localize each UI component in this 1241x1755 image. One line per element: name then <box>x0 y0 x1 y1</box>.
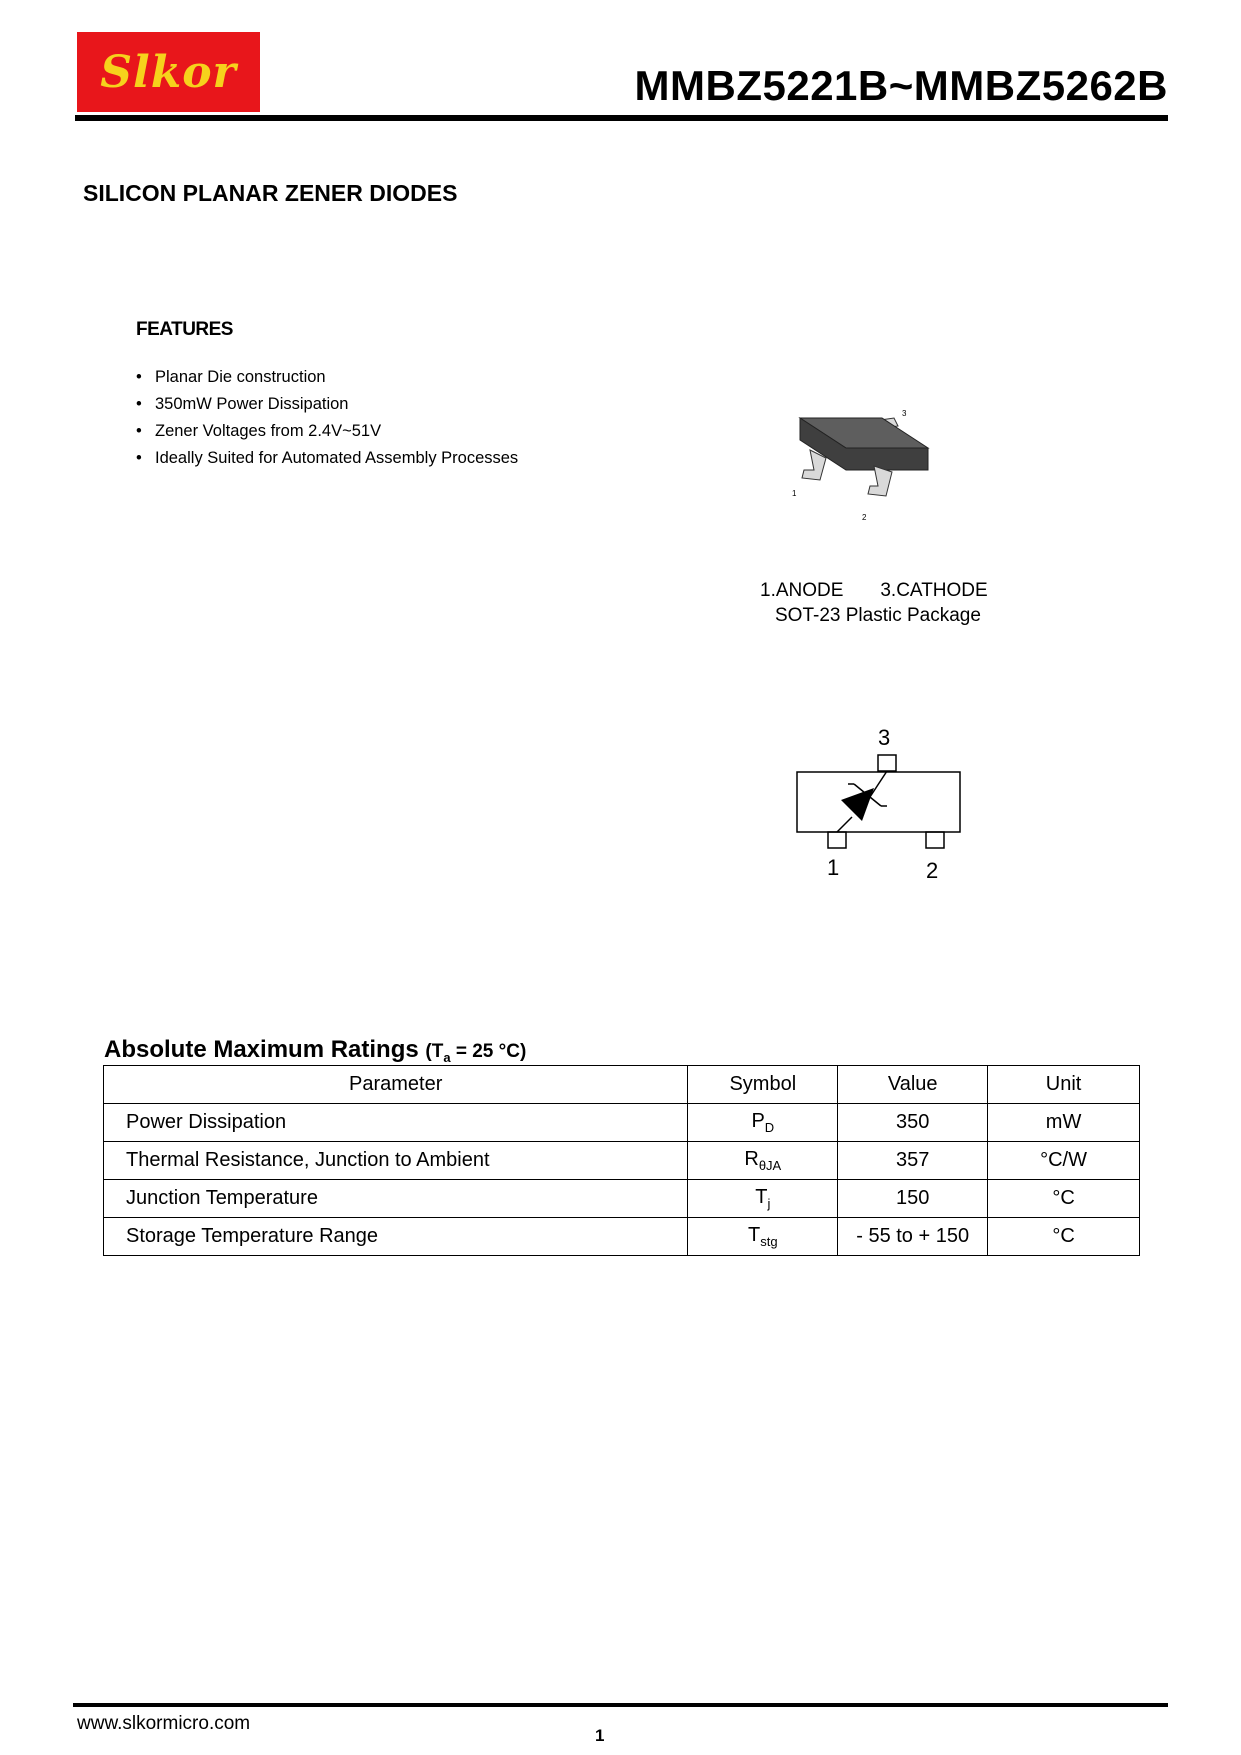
unit-cell: °C <box>988 1180 1140 1218</box>
value-cell: - 55 to + 150 <box>838 1218 988 1256</box>
feature-item: • 350mW Power Dissipation <box>136 395 349 413</box>
features-heading: FEATURES <box>136 319 233 340</box>
page-number: 1 <box>595 1726 605 1745</box>
brand-logo-text: Slkor <box>100 46 237 98</box>
diode-triangle <box>841 788 874 821</box>
value-cell: 357 <box>838 1142 988 1180</box>
pkg-pin-label: 1 <box>792 489 797 498</box>
part-number-title: MMBZ5221B~MMBZ5262B <box>634 62 1168 109</box>
package-outline <box>797 772 960 832</box>
column-header: Parameter <box>104 1066 688 1104</box>
parameter-cell: Thermal Resistance, Junction to Ambient <box>104 1142 688 1180</box>
feature-item: • Planar Die construction <box>136 368 326 386</box>
column-header: Unit <box>988 1066 1140 1104</box>
zener-schematic <box>780 720 1000 895</box>
feature-item: • Zener Voltages from 2.4V~51V <box>136 422 382 440</box>
table-row <box>104 1104 1140 1142</box>
column-header: Symbol <box>688 1066 838 1104</box>
table-row <box>104 1142 1140 1180</box>
brand-logo <box>77 32 260 112</box>
table-header-row <box>104 1066 1140 1104</box>
parameter-cell: Storage Temperature Range <box>104 1218 688 1256</box>
pkg-pin-label: 3 <box>902 409 907 418</box>
footer-divider <box>73 1703 1168 1707</box>
pin-2-pad <box>926 832 944 848</box>
column-header: Value <box>838 1066 988 1104</box>
schematic-pin-label: 2 <box>926 858 939 883</box>
symbol-cell: $T_{stg}$ <box>688 1218 838 1256</box>
features-list <box>136 364 518 472</box>
package-name: SOT-23 Plastic Package <box>775 605 981 626</box>
table-row <box>104 1218 1140 1256</box>
schematic-pin-label: 1 <box>827 855 840 880</box>
symbol-cell: $R_{\theta JA}$ <box>688 1142 838 1180</box>
unit-cell: °C/W <box>988 1142 1140 1180</box>
footer-website-link[interactable]: www.slkormicro.com <box>77 1713 251 1734</box>
ratings-title: Absolute Maximum Ratings ($T_a = 25$ °C) <box>104 1036 527 1065</box>
value-cell: 350 <box>838 1104 988 1142</box>
value-cell: 150 <box>838 1180 988 1218</box>
pin-3-pad <box>878 755 896 771</box>
sot23-package-illustration <box>770 400 950 535</box>
parameter-cell: Junction Temperature <box>104 1180 688 1218</box>
symbol-cell: $P_D$ <box>688 1104 838 1142</box>
unit-cell: mW <box>988 1104 1140 1142</box>
unit-cell: °C <box>988 1218 1140 1256</box>
feature-item: • Ideally Suited for Automated Assembly Processes <box>136 449 519 467</box>
symbol-cell: $T_j$ <box>688 1180 838 1218</box>
table-row <box>104 1180 1140 1218</box>
pin-1-pad <box>828 832 846 848</box>
pkg-pin-label: 2 <box>862 513 867 522</box>
header-divider <box>75 115 1168 121</box>
schematic-pin-label: 3 <box>878 725 891 750</box>
parameter-cell: Power Dissipation <box>104 1104 688 1142</box>
pin-legend: 1.ANODE 3.CATHODE <box>760 580 988 601</box>
ratings-table <box>103 1065 1140 1256</box>
document-subtitle: SILICON PLANAR ZENER DIODES <box>83 180 458 206</box>
